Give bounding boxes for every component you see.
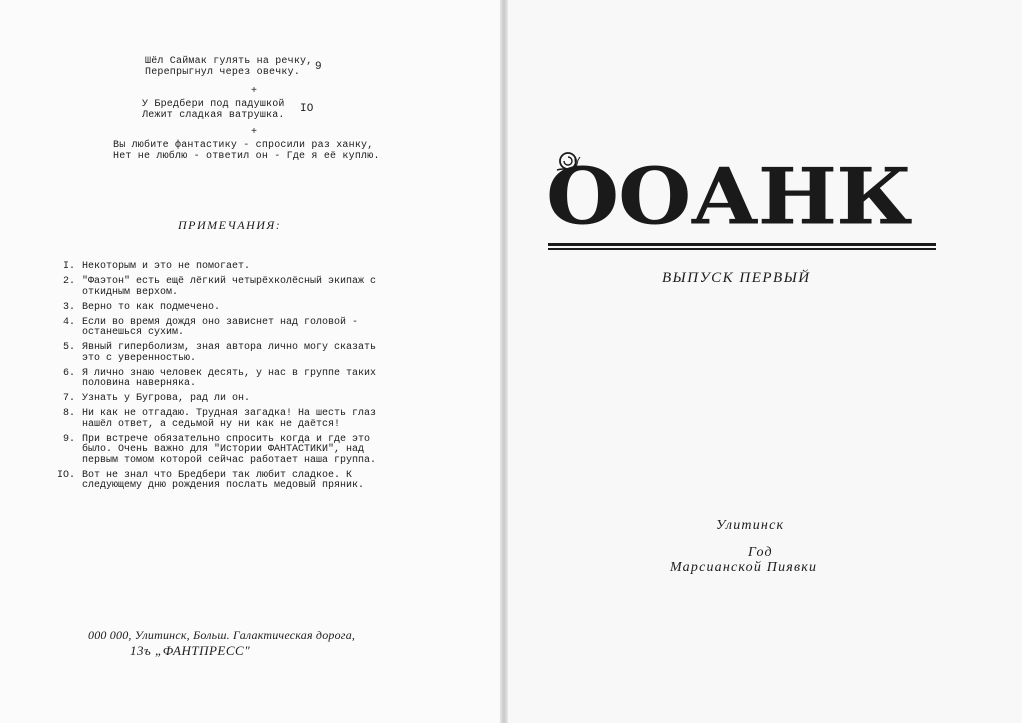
note-number: 5. [62,342,75,353]
right-page [508,0,1022,723]
publisher-address: 000 000, Улитинск, Больш. Галактическая дорога, [88,628,356,642]
note-number: IO. [56,469,75,481]
verse-line: Вы любите фантастику - спросили раз ханку, [113,140,374,151]
note-item [55,435,400,467]
note-item [55,394,400,405]
verse-line: Нет не люблю - ответил он - Где я её куплю. [113,151,380,162]
note-number: 8. [62,408,75,419]
verse-1 [145,56,322,78]
verse-line: Перепрыгнул через овечку. [145,67,301,78]
note-text: Верно то как подмечено. [82,301,221,313]
magazine-logo: ООАНК [546,150,912,242]
year-name: Марсианской Пиявки [670,560,818,575]
notes-list [55,262,400,496]
note-text: Вот не знал что Бредбери так любит сладкое. К следующему дню рождения послать медовый пряник. [82,469,365,491]
note-item [55,262,400,273]
verse-separator: + [251,86,258,97]
note-number: 9. [62,433,75,445]
note-item [55,318,400,339]
note-text: Я лично знаю человек десять, у нас в группе таких половина наверняка. [82,367,377,389]
note-text: "Фаэтон" есть ещё лёгкий четырёхколёсный экипаж с откидным верхом. [82,276,377,298]
note-item [55,303,400,314]
note-text: Некоторым и это не помогает. [82,261,251,272]
note-number: 4. [62,316,75,328]
verse-number: IO [300,103,314,115]
issue-title: ВЫПУСК ПЕРВЫЙ [662,270,811,286]
note-item [55,369,400,390]
note-item [55,343,400,364]
notes-title: ПРИМЕЧАНИЯ: [178,218,282,232]
note-text: Узнать у Бугрова, рад ли он. [82,393,251,404]
publisher-name: 13ъ „ФАНТПРЕСС" [130,643,251,658]
page-gutter [500,0,508,723]
note-text: При встрече обязательно спросить когда и где это было. Очень важно для "Истории ФАНТАСТИКИ", над первым томом которой сейчас работает наша группа. [82,433,377,466]
verse-3 [113,140,380,162]
note-number: 2. [62,276,75,287]
verse-line: У Бредбери под падушкой [142,99,285,110]
verse-2 [142,99,314,121]
logo-underline [548,243,936,246]
year-label: Год [748,545,773,560]
verse-line: Шёл Саймак гулять на речку, [145,56,313,67]
note-text: Если во время дождя оно зависнет над головой - останешься сухим. [82,316,359,338]
note-item [55,471,400,492]
verse-separator: + [251,127,258,138]
verse-number: 9 [315,61,322,73]
logo-underline-thin [548,248,936,250]
note-text: Ни как не отгадаю. Трудная загадка! На шесть глаз нашёл ответ, а седьмой ну ни как не даётся! [82,408,377,430]
note-number: I. [62,261,75,272]
note-item [55,409,400,430]
note-number: 7. [62,393,75,404]
verse-line: Лежит сладкая ватрушка. [142,110,285,121]
city-name: Улитинск [716,518,785,533]
note-number: 3. [62,301,75,313]
note-item [55,277,400,298]
note-text: Явный гиперболизм, зная автора лично могу сказать это с уверенностью. [82,342,377,364]
note-number: 6. [62,367,75,379]
